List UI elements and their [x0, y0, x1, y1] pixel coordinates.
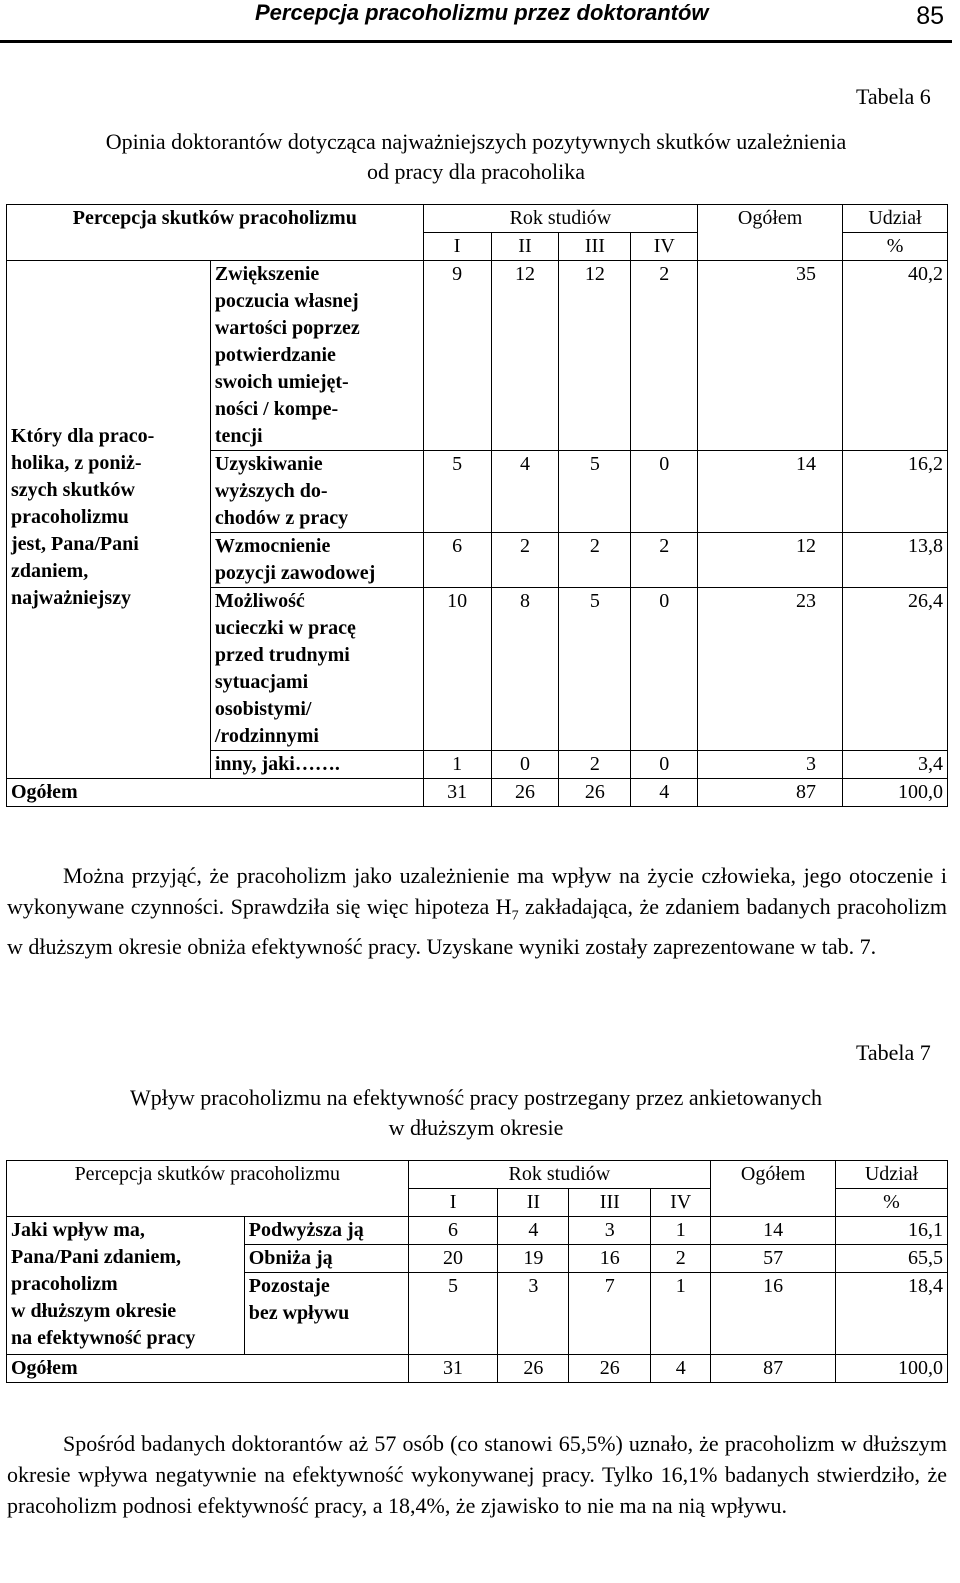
table6-head-share: Udział [843, 205, 948, 233]
label-line: inny, jaki……. [214, 753, 340, 775]
table-row [7, 1217, 948, 1245]
label-line: potwierdzanie [214, 344, 336, 366]
question-line: Jaki wpływ ma, [11, 1219, 145, 1241]
table6-head-year: Rok studiów [423, 205, 698, 233]
cell-share: 18,4 [836, 1273, 948, 1355]
cell-year-2: 3 [498, 1273, 569, 1355]
table6-header-row [7, 205, 948, 233]
label-line: Wzmocnienie [214, 535, 331, 557]
table7-head-year: Rok studiów [408, 1161, 711, 1189]
cell-share: 16,2 [843, 451, 948, 533]
label-line: ności / kompe- [214, 398, 339, 420]
cell-year-2: 12 [491, 261, 559, 451]
paragraph-1-subscript: 7 [511, 908, 519, 924]
cell-year-1: 9 [423, 261, 491, 451]
cell-year-2: 4 [498, 1217, 569, 1245]
paragraph-1-text-a: Można przyjąć, że pracoholizm jako uzależnienie ma wpływ na życie człowieka, jego otoczenie i wykonywane czynności. Sprawdziła się więc hipoteza H [7, 863, 947, 919]
table6-head-total: Ogółem [698, 205, 843, 261]
table7-caption-line2: w dłuższym okresie [388, 1115, 564, 1140]
label-line: Możliwość [214, 590, 305, 612]
table7-caption-line1: Wpływ pracoholizmu na efektywność pracy postrzegany przez ankietowanych [129, 1085, 823, 1110]
label-line: ucieczki w pracę [214, 617, 356, 639]
cell-year-2: 0 [491, 751, 559, 779]
cell-year-3: 26 [559, 779, 631, 807]
label-line: przed trudnymi [214, 644, 350, 666]
cell-total: 23 [698, 588, 843, 751]
cell-year-2: 26 [498, 1355, 569, 1383]
row-label [210, 588, 423, 751]
row-label [210, 751, 423, 779]
table6-year-4: IV [631, 233, 698, 261]
label-line: Zwiększenie [214, 263, 320, 285]
question-line: holika, z poniż- [11, 452, 142, 474]
paragraph-2-text: Spośród badanych doktorantów aż 57 osób (co stanowi 65,5%) uznało, że pracoholizm w dłuższym okresie wpływa negatywnie na efektywność wykonywanej pracy. Tylko 16,1% badanych stwierdziło, że pracoholizm podnosi efektywność pracy, a 18,4%, że zjawisko to nie ma na nią wpływu. [7, 1431, 947, 1518]
label-line: Pozostaje [248, 1275, 330, 1297]
cell-year-4: 1 [651, 1273, 711, 1355]
cell-year-3: 5 [559, 588, 631, 751]
cell-year-4: 0 [631, 451, 698, 533]
cell-year-2: 8 [491, 588, 559, 751]
table-row [7, 261, 948, 451]
cell-total: 14 [698, 451, 843, 533]
question-line: szych skutków [11, 479, 135, 501]
cell-total: 3 [698, 751, 843, 779]
label-line: bez wpływu [248, 1302, 350, 1324]
cell-year-4: 1 [651, 1217, 711, 1245]
cell-year-1: 5 [408, 1273, 498, 1355]
label-line: osobistymi/ [214, 698, 312, 720]
table7-caption [0, 1083, 952, 1143]
label-line: swoich umiejęt- [214, 371, 349, 393]
running-title: Percepcja pracoholizmu przez doktorantów [255, 0, 709, 25]
cell-year-3: 2 [559, 751, 631, 779]
cell-total: 14 [711, 1217, 836, 1245]
table7-label: Tabela 7 [856, 1040, 931, 1065]
paragraph-1 [7, 860, 947, 962]
label-line: chodów z pracy [214, 507, 349, 529]
table7-year-4: IV [651, 1189, 711, 1217]
cell-share: 40,2 [843, 261, 948, 451]
question-line: najważniejszy [11, 587, 131, 609]
cell-share: 100,0 [836, 1355, 948, 1383]
table7-total-row [7, 1355, 948, 1383]
cell-year-1: 6 [408, 1217, 498, 1245]
paragraph-2 [7, 1428, 947, 1521]
table7 [6, 1160, 948, 1383]
cell-year-1: 31 [423, 779, 491, 807]
cell-total: 16 [711, 1273, 836, 1355]
label-line: poczucia własnej [214, 290, 359, 312]
cell-year-2: 2 [491, 533, 559, 588]
row-label [244, 1245, 408, 1273]
table6-total-row [7, 779, 948, 807]
cell-year-3: 2 [559, 533, 631, 588]
cell-share: 26,4 [843, 588, 948, 751]
table6-year-3: III [559, 233, 631, 261]
table6-question [7, 261, 211, 779]
cell-year-1: 6 [423, 533, 491, 588]
cell-total: 12 [698, 533, 843, 588]
cell-year-4: 2 [631, 261, 698, 451]
paragraph-1-text-b: zakładająca, że zdaniem badanych pracoholizm w dłuższym okresie obniża efektywność pracy. Uzyskane wyniki zostały zaprezentowane w tab. 7. [7, 894, 947, 960]
cell-share: 13,8 [843, 533, 948, 588]
row-label [210, 451, 423, 533]
question-line: jest, Pana/Pani [11, 533, 139, 555]
label-line: /rodzinnymi [214, 725, 319, 747]
cell-year-1: 31 [408, 1355, 498, 1383]
cell-year-4: 0 [631, 751, 698, 779]
table7-head-perception: Percepcja skutków pracoholizmu [7, 1161, 409, 1217]
label-line: Uzyskiwanie [214, 453, 323, 475]
cell-total: 87 [698, 779, 843, 807]
cell-year-4: 0 [631, 588, 698, 751]
table6-head-perception: Percepcja skutków pracoholizmu [7, 205, 424, 261]
table7-year-3: III [569, 1189, 651, 1217]
cell-year-4: 2 [631, 533, 698, 588]
cell-year-3: 26 [569, 1355, 651, 1383]
header-rule [0, 40, 952, 43]
cell-total: 35 [698, 261, 843, 451]
table6-caption [0, 127, 952, 187]
question-line: w dłuższym okresie [11, 1300, 177, 1322]
cell-year-3: 3 [569, 1217, 651, 1245]
page-header [0, 0, 952, 44]
cell-year-3: 7 [569, 1273, 651, 1355]
cell-year-3: 12 [559, 261, 631, 451]
question-line: Który dla praco- [11, 425, 155, 447]
cell-year-4: 2 [651, 1245, 711, 1273]
total-label: Ogółem [7, 1355, 409, 1383]
question-line: zdaniem, [11, 560, 89, 582]
cell-year-1: 20 [408, 1245, 498, 1273]
cell-year-1: 1 [423, 751, 491, 779]
row-label [210, 533, 423, 588]
table7-header-row [7, 1161, 948, 1189]
label-line: Obniża ją [248, 1247, 333, 1269]
table7-head-share: Udział [836, 1161, 948, 1189]
row-label [244, 1273, 408, 1355]
total-label: Ogółem [7, 779, 424, 807]
label-line: tencji [214, 425, 263, 447]
label-line: wartości poprzez [214, 317, 360, 339]
table6 [6, 204, 948, 807]
table6-year-2: II [491, 233, 559, 261]
label-line: pozycji zawodowej [214, 562, 376, 584]
cell-year-1: 5 [423, 451, 491, 533]
cell-total: 87 [711, 1355, 836, 1383]
table7-head-share-unit: % [836, 1189, 948, 1217]
question-line: Pana/Pani zdaniem, [11, 1246, 182, 1268]
cell-year-2: 26 [491, 779, 559, 807]
question-line: na efektywność pracy [11, 1327, 196, 1349]
cell-year-4: 4 [631, 779, 698, 807]
table7-head-total: Ogółem [711, 1161, 836, 1217]
cell-year-4: 4 [651, 1355, 711, 1383]
cell-year-2: 19 [498, 1245, 569, 1273]
cell-share: 16,1 [836, 1217, 948, 1245]
table6-label: Tabela 6 [856, 84, 931, 109]
label-line: wyższych do- [214, 480, 328, 502]
table7-year-1: I [408, 1189, 498, 1217]
cell-year-3: 16 [569, 1245, 651, 1273]
cell-year-1: 10 [423, 588, 491, 751]
table6-year-1: I [423, 233, 491, 261]
cell-share: 100,0 [843, 779, 948, 807]
table6-caption-line1: Opinia doktorantów dotycząca najważniejszych pozytywnych skutków uzależnienia [105, 129, 847, 154]
label-line: Podwyższa ją [248, 1219, 364, 1241]
row-label [210, 261, 423, 451]
table6-caption-line2: od pracy dla pracoholika [366, 159, 586, 184]
label-line: sytuacjami [214, 671, 309, 693]
question-line: pracoholizmu [11, 506, 129, 528]
table6-head-share-unit: % [843, 233, 948, 261]
row-label [244, 1217, 408, 1245]
cell-year-3: 5 [559, 451, 631, 533]
cell-share: 65,5 [836, 1245, 948, 1273]
cell-year-2: 4 [491, 451, 559, 533]
table7-question [7, 1217, 245, 1355]
page-number: 85 [916, 2, 944, 30]
cell-total: 57 [711, 1245, 836, 1273]
question-line: pracoholizm [11, 1273, 118, 1295]
table7-year-2: II [498, 1189, 569, 1217]
cell-share: 3,4 [843, 751, 948, 779]
